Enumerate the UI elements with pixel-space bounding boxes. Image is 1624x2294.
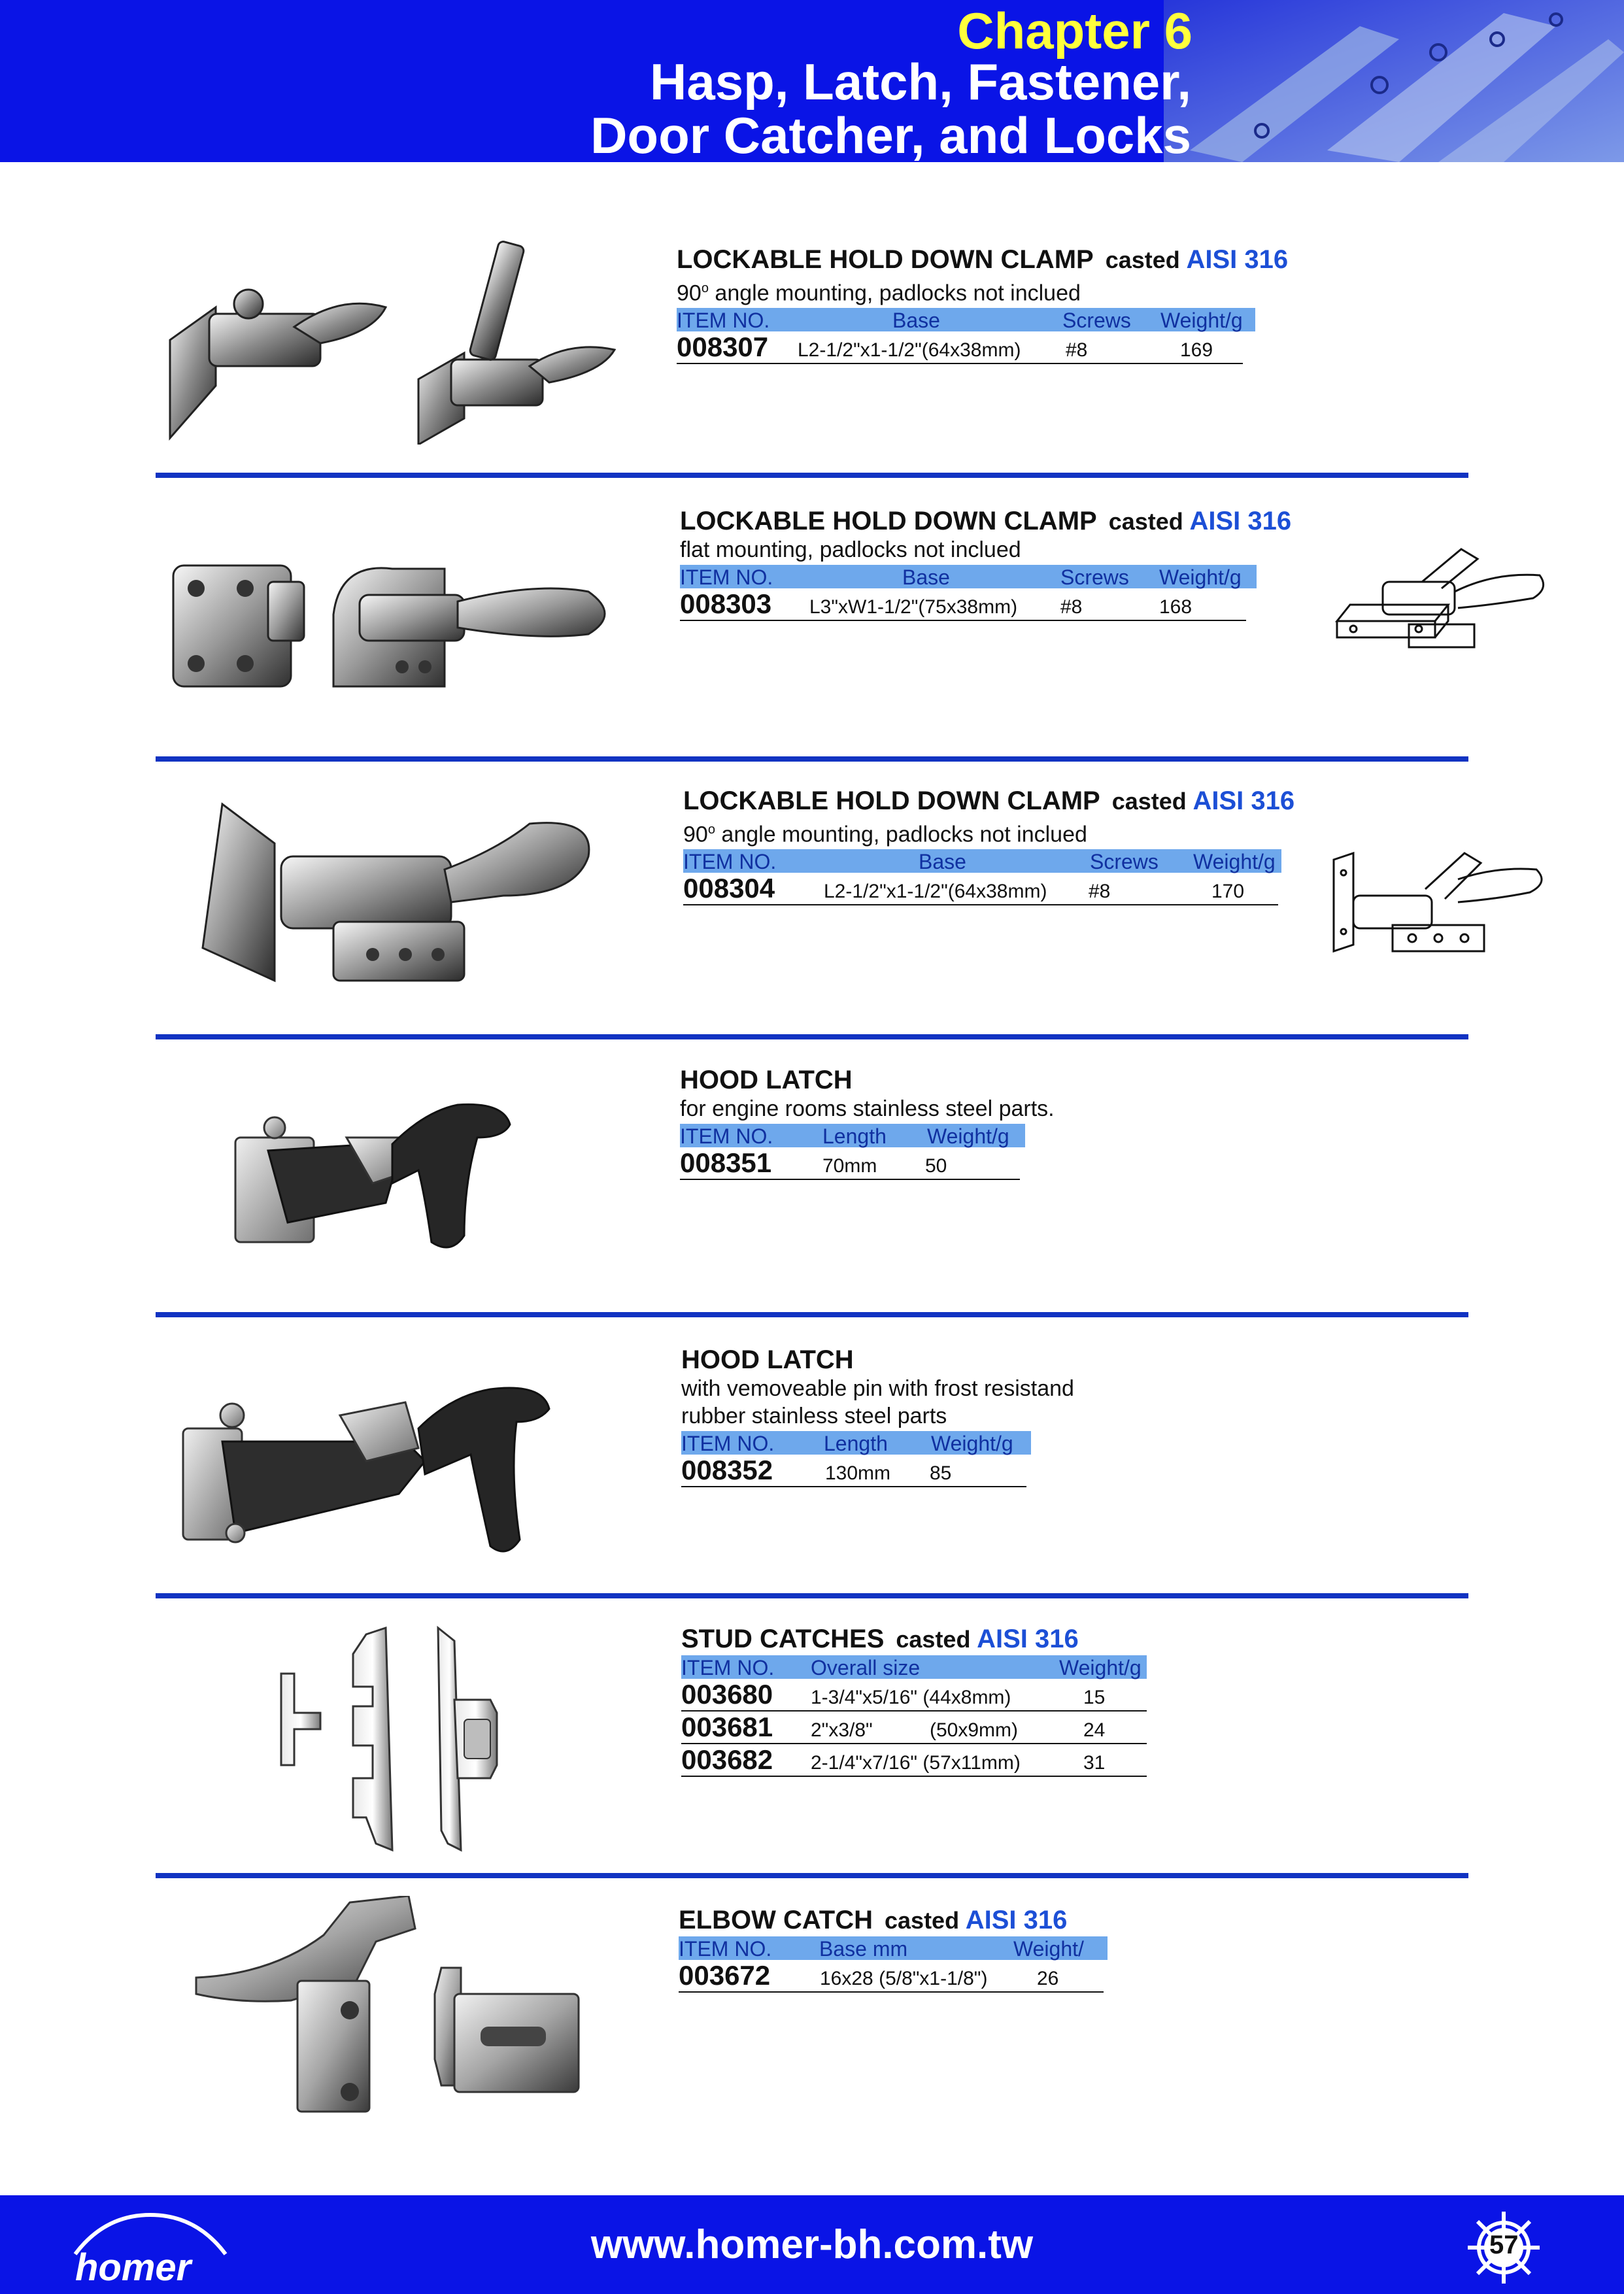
product-title: HOOD LATCH (681, 1345, 854, 1374)
spec-table-header: ITEM NO. Length Weight/g (680, 1124, 1025, 1147)
product-info (677, 245, 1330, 364)
item-number: 003672 (679, 1960, 771, 1991)
chapter-number: Chapter 6 (957, 2, 1193, 59)
item-number: 008304 (683, 873, 775, 904)
product-008304 (0, 765, 1624, 1039)
website-url[interactable]: www.homer-bh.com.tw (590, 2222, 1034, 2267)
product-008303 (0, 484, 1624, 758)
product-title: LOCKABLE HOLD DOWN CLAMP casted AISI 316 (683, 786, 1295, 815)
product-photo (170, 556, 628, 693)
spec-table-header: ITEM NO. Base mm Weight/ (679, 1936, 1108, 1960)
product-title: LOCKABLE HOLD DOWN CLAMP casted AISI 316 (680, 507, 1292, 535)
spec-row: 008351 70mm 50 (680, 1147, 1020, 1180)
product-photo (193, 1896, 585, 2118)
product-photo (163, 229, 621, 445)
spec-row: 008303 L3"xW1-1/2"(75x38mm) #8 168 (680, 588, 1246, 621)
product-008351 (0, 1043, 1624, 1311)
product-title: LOCKABLE HOLD DOWN CLAMP casted AISI 316 (677, 245, 1289, 274)
section-divider (156, 1312, 1468, 1317)
spec-row: 003672 16x28 (5/8"x1-1/8") 26 (679, 1960, 1104, 1993)
spec-table-header: ITEM NO. Length Weight/g (681, 1431, 1031, 1455)
chapter-header (0, 0, 1624, 162)
spec-row: 003681 2"x3/8" (50x9mm) 24 (681, 1712, 1147, 1744)
chapter-title-line2: Door Catcher, and Locks (590, 107, 1191, 162)
spec-row: 008307 L2-1/2"x1-1/2"(64x38mm) #8 169 (677, 331, 1243, 364)
spec-row: 008352 130mm 85 (681, 1455, 1026, 1487)
header-hardware-illustration (1164, 0, 1624, 162)
product-photo (190, 798, 608, 994)
product-description: 90$^o$ angle mounting, padlocks not inclued (677, 280, 1081, 306)
product-description-line1: with vemoveable pin with frost resistand (681, 1376, 1074, 1401)
product-description: 90$^o$ angle mounting, padlocks not inclued (683, 822, 1087, 847)
item-number: 008307 (677, 331, 769, 363)
product-info (681, 1345, 1335, 1487)
product-info (680, 507, 1334, 621)
item-number: 003681 (681, 1712, 773, 1742)
product-photo (268, 1615, 516, 1857)
product-title: HOOD LATCH (680, 1066, 853, 1094)
product-description: for engine rooms stainless steel parts. (680, 1096, 1055, 1121)
section-divider (156, 1593, 1468, 1598)
spec-table-header: ITEM NO. Base Screws Weight/g (683, 849, 1281, 873)
product-008307 (0, 222, 1624, 471)
product-stud-catches (0, 1602, 1624, 1870)
item-number: 003682 (681, 1744, 773, 1775)
chapter-title-line1: Hasp, Latch, Fastener, (650, 53, 1191, 110)
item-number: 008351 (680, 1147, 772, 1178)
section-divider (156, 1034, 1468, 1039)
product-008352 (0, 1321, 1624, 1592)
section-divider (156, 756, 1468, 762)
item-number: 003680 (681, 1679, 773, 1710)
section-divider (156, 473, 1468, 478)
page-number: 57 (1489, 2231, 1519, 2259)
product-info (683, 786, 1337, 905)
spec-row: 003682 2-1/4"x7/16" (57x11mm) 31 (681, 1744, 1147, 1777)
product-description-line2: rubber stainless steel parts (681, 1404, 947, 1428)
product-line-drawing (1330, 543, 1553, 660)
spec-row: 003680 1-3/4"x5/16" (44x8mm) 15 (681, 1679, 1147, 1712)
spec-table-header: ITEM NO. Overall size Weight/g (681, 1655, 1147, 1679)
product-info (681, 1625, 1335, 1777)
product-line-drawing (1327, 834, 1556, 958)
section-divider (156, 1873, 1468, 1878)
product-info (679, 1906, 1332, 1993)
svg-text:homer: homer (75, 2246, 192, 2287)
product-003672 (0, 1883, 1624, 2131)
product-title: ELBOW CATCH casted AISI 316 (679, 1906, 1068, 1934)
item-number: 008352 (681, 1455, 773, 1485)
item-number: 008303 (680, 588, 772, 619)
page-footer (0, 2195, 1624, 2294)
product-photo (229, 1098, 523, 1262)
product-info (680, 1066, 1334, 1180)
spec-table-header: ITEM NO. Base Screws Weight/g (677, 308, 1255, 331)
spec-row: 008304 L2-1/2"x1-1/2"(64x38mm) #8 170 (683, 873, 1278, 905)
spec-table-header: ITEM NO. Base Screws Weight/g (680, 565, 1257, 588)
product-description: flat mounting, padlocks not inclued (680, 537, 1021, 562)
product-title: STUD CATCHES casted AISI 316 (681, 1625, 1079, 1653)
product-photo (177, 1383, 556, 1566)
